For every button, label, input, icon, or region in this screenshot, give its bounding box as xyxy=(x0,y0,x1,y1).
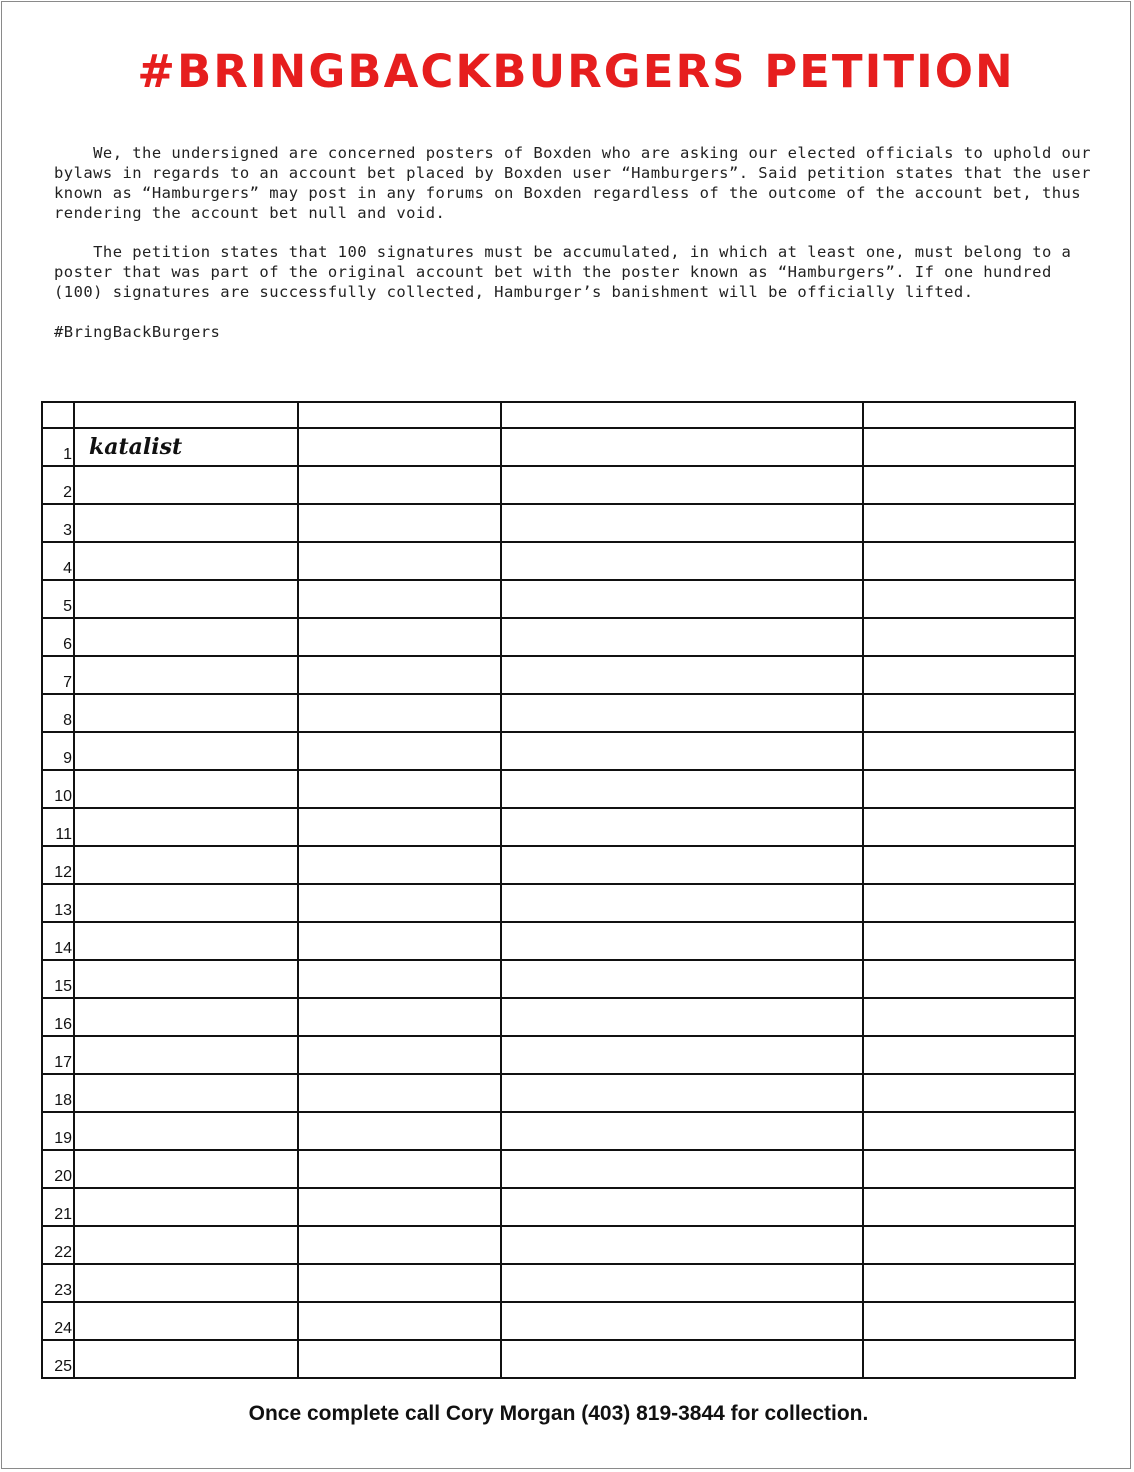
table-row xyxy=(42,770,1075,808)
signature-field-cell[interactable] xyxy=(298,1264,501,1302)
signature-field-cell[interactable] xyxy=(501,618,863,656)
signature-field-cell[interactable] xyxy=(501,846,863,884)
table-row xyxy=(42,1112,1075,1150)
signature-field-cell[interactable] xyxy=(501,922,863,960)
table-row xyxy=(42,1150,1075,1188)
row-number: 4 xyxy=(42,542,74,580)
row-number: 22 xyxy=(42,1226,74,1264)
table-header-row xyxy=(42,402,1075,428)
signature-field-cell[interactable] xyxy=(863,580,1075,618)
collection-note: Once complete call Cory Morgan (403) 819-3844 for collection. xyxy=(248,1402,869,1425)
signature-field-cell[interactable] xyxy=(298,1302,501,1340)
row-number: 6 xyxy=(42,618,74,656)
signature-name-cell[interactable] xyxy=(74,884,298,922)
row-number: 17 xyxy=(42,1036,74,1074)
table-row xyxy=(42,1074,1075,1112)
table-header-cell xyxy=(74,402,298,428)
signature-name-cell[interactable] xyxy=(74,732,298,770)
table-row xyxy=(42,694,1075,732)
signature-name-cell[interactable] xyxy=(74,542,298,580)
signature-field-cell[interactable] xyxy=(863,1188,1075,1226)
signature-name-cell[interactable] xyxy=(74,1150,298,1188)
row-number: 2 xyxy=(42,466,74,504)
signature-field-cell[interactable] xyxy=(863,846,1075,884)
signature-name-cell[interactable] xyxy=(74,1074,298,1112)
row-number: 21 xyxy=(42,1188,74,1226)
signature-table xyxy=(41,401,1076,1379)
signature-field-cell[interactable] xyxy=(501,1150,863,1188)
signature-field-cell[interactable] xyxy=(298,1226,501,1264)
signature-field-cell[interactable] xyxy=(863,542,1075,580)
table-row xyxy=(42,428,1075,466)
table-header-cell xyxy=(42,402,74,428)
signature-field-cell[interactable] xyxy=(501,998,863,1036)
signature-field-cell[interactable] xyxy=(501,1226,863,1264)
table-row xyxy=(42,1226,1075,1264)
signature-field-cell[interactable] xyxy=(863,884,1075,922)
signature-field-cell[interactable] xyxy=(863,732,1075,770)
row-number: 18 xyxy=(42,1074,74,1112)
signature-name-cell[interactable] xyxy=(74,1112,298,1150)
signature-name-cell[interactable] xyxy=(74,1226,298,1264)
signature-field-cell[interactable] xyxy=(298,656,501,694)
signature-name-cell[interactable] xyxy=(74,808,298,846)
signature-field-cell[interactable] xyxy=(298,1036,501,1074)
signature-field-cell[interactable] xyxy=(501,656,863,694)
signature-field-cell[interactable] xyxy=(501,732,863,770)
signature-field-cell[interactable] xyxy=(298,580,501,618)
signature-name-cell[interactable] xyxy=(74,694,298,732)
signature-field-cell[interactable] xyxy=(501,694,863,732)
row-number: 13 xyxy=(42,884,74,922)
signature-field-cell[interactable] xyxy=(863,960,1075,998)
signature-field-cell[interactable] xyxy=(298,922,501,960)
signature-name-cell[interactable] xyxy=(74,922,298,960)
signature-field-cell[interactable] xyxy=(863,466,1075,504)
table-row xyxy=(42,922,1075,960)
table-row xyxy=(42,542,1075,580)
table-row xyxy=(42,1302,1075,1340)
signature-field-cell[interactable] xyxy=(298,694,501,732)
signature-field-cell[interactable] xyxy=(298,998,501,1036)
row-number: 23 xyxy=(42,1264,74,1302)
hashtag: #BringBackBurgers xyxy=(54,323,221,341)
signature-name-cell[interactable] xyxy=(74,1036,298,1074)
signature-field-cell[interactable] xyxy=(863,1074,1075,1112)
signature-field-cell[interactable] xyxy=(863,770,1075,808)
signature-name-cell[interactable] xyxy=(74,504,298,542)
row-number: 25 xyxy=(42,1340,74,1378)
signature-field-cell[interactable] xyxy=(298,504,501,542)
signature-field-cell[interactable] xyxy=(501,1188,863,1226)
signature-field-cell[interactable] xyxy=(298,466,501,504)
table-row xyxy=(42,1188,1075,1226)
table-header-cell xyxy=(501,402,863,428)
signature-field-cell[interactable] xyxy=(863,428,1075,466)
signature-field-cell[interactable] xyxy=(863,922,1075,960)
signature-field-cell[interactable] xyxy=(298,846,501,884)
table-header-cell xyxy=(298,402,501,428)
petition-paragraph-1: We, the undersigned are concerned posters of Boxden who are asking our elected officials to uphold our bylaws in regards to an account bet placed by Boxden user “Hamburgers”. Said petition states that the user known as “Hamburgers” may post in any forums on Boxden regardless of the outcome of the account bet, thus rendering the account bet null and void. xyxy=(54,144,1101,222)
signature-name-cell[interactable]: katalist xyxy=(74,428,298,466)
signature-field-cell[interactable] xyxy=(863,1340,1075,1378)
signature-field-cell[interactable] xyxy=(298,428,501,466)
signature-field-cell[interactable] xyxy=(501,466,863,504)
row-number: 14 xyxy=(42,922,74,960)
signature-name-cell[interactable] xyxy=(74,1340,298,1378)
petition-title: #BRINGBACKBURGERS PETITION xyxy=(137,45,1015,98)
signature-field-cell[interactable] xyxy=(863,1264,1075,1302)
signature-field-cell[interactable] xyxy=(298,1188,501,1226)
signature-field-cell[interactable] xyxy=(501,580,863,618)
signature-field-cell[interactable] xyxy=(501,428,863,466)
signature-field-cell[interactable] xyxy=(863,694,1075,732)
signature-field-cell[interactable] xyxy=(863,808,1075,846)
signature-field-cell[interactable] xyxy=(501,884,863,922)
row-number: 1 xyxy=(42,428,74,466)
table-row xyxy=(42,884,1075,922)
signature-field-cell[interactable] xyxy=(863,1150,1075,1188)
table-row xyxy=(42,1264,1075,1302)
signature-field-cell[interactable] xyxy=(298,542,501,580)
signature-name-cell[interactable] xyxy=(74,618,298,656)
signature-field-cell[interactable] xyxy=(298,884,501,922)
signature-field-cell[interactable] xyxy=(501,1302,863,1340)
signature-field-cell[interactable] xyxy=(298,1074,501,1112)
signature-field-cell[interactable] xyxy=(501,1264,863,1302)
row-number: 20 xyxy=(42,1150,74,1188)
signature-field-cell[interactable] xyxy=(501,1340,863,1378)
row-number: 5 xyxy=(42,580,74,618)
signature-field-cell[interactable] xyxy=(298,808,501,846)
table-row xyxy=(42,998,1075,1036)
signature-field-cell[interactable] xyxy=(863,1226,1075,1264)
signature-name-cell[interactable] xyxy=(74,846,298,884)
signature-name-cell[interactable] xyxy=(74,1264,298,1302)
signature-name-cell[interactable] xyxy=(74,770,298,808)
table-row xyxy=(42,732,1075,770)
table-row xyxy=(42,1036,1075,1074)
signature-field-cell[interactable] xyxy=(501,808,863,846)
signature-field-cell[interactable] xyxy=(501,770,863,808)
signature-field-cell[interactable] xyxy=(298,960,501,998)
row-number: 7 xyxy=(42,656,74,694)
signature-field-cell[interactable] xyxy=(863,998,1075,1036)
table-header-cell xyxy=(863,402,1075,428)
row-number: 10 xyxy=(42,770,74,808)
signature-field-cell[interactable] xyxy=(863,1112,1075,1150)
signature-field-cell[interactable] xyxy=(863,618,1075,656)
row-number: 12 xyxy=(42,846,74,884)
table-row xyxy=(42,656,1075,694)
table-row xyxy=(42,808,1075,846)
table-row xyxy=(42,618,1075,656)
row-number: 9 xyxy=(42,732,74,770)
table-row xyxy=(42,846,1075,884)
signature-field-cell[interactable] xyxy=(298,1112,501,1150)
signature-field-cell[interactable] xyxy=(501,1112,863,1150)
signature-field-cell[interactable] xyxy=(863,1302,1075,1340)
table-row xyxy=(42,580,1075,618)
signature-field-cell[interactable] xyxy=(863,1036,1075,1074)
signature-name-cell[interactable] xyxy=(74,1188,298,1226)
signature-name-cell[interactable] xyxy=(74,580,298,618)
signature-field-cell[interactable] xyxy=(501,960,863,998)
table-row xyxy=(42,960,1075,998)
signature-field-cell[interactable] xyxy=(298,770,501,808)
signature-field-cell[interactable] xyxy=(298,618,501,656)
row-number: 3 xyxy=(42,504,74,542)
signature-field-cell[interactable] xyxy=(501,542,863,580)
signature-name-cell[interactable] xyxy=(74,466,298,504)
row-number: 19 xyxy=(42,1112,74,1150)
signature-field-cell[interactable] xyxy=(298,1150,501,1188)
signature-field-cell[interactable] xyxy=(501,1074,863,1112)
petition-paragraph-2: The petition states that 100 signatures must be accumulated, in which at least one, must belong to a poster that was part of the original account bet with the poster known as “Hamburgers”. If one hundred (100) signatures are successfully collected, Hamburger’s banishment will be officially lifted. xyxy=(54,243,1082,301)
table-row xyxy=(42,1340,1075,1378)
row-number: 15 xyxy=(42,960,74,998)
signature-field-cell[interactable] xyxy=(298,1340,501,1378)
row-number: 24 xyxy=(42,1302,74,1340)
row-number: 16 xyxy=(42,998,74,1036)
signature-name-cell[interactable] xyxy=(74,960,298,998)
signature-field-cell[interactable] xyxy=(863,656,1075,694)
row-number: 11 xyxy=(42,808,74,846)
signature-name-cell[interactable] xyxy=(74,1302,298,1340)
signature-name-cell[interactable] xyxy=(74,998,298,1036)
table-row xyxy=(42,504,1075,542)
signature-field-cell[interactable] xyxy=(863,504,1075,542)
signature-field-cell[interactable] xyxy=(501,504,863,542)
signature-field-cell[interactable] xyxy=(501,1036,863,1074)
signature-name-cell[interactable] xyxy=(74,656,298,694)
table-row xyxy=(42,466,1075,504)
row-number: 8 xyxy=(42,694,74,732)
signature-field-cell[interactable] xyxy=(298,732,501,770)
